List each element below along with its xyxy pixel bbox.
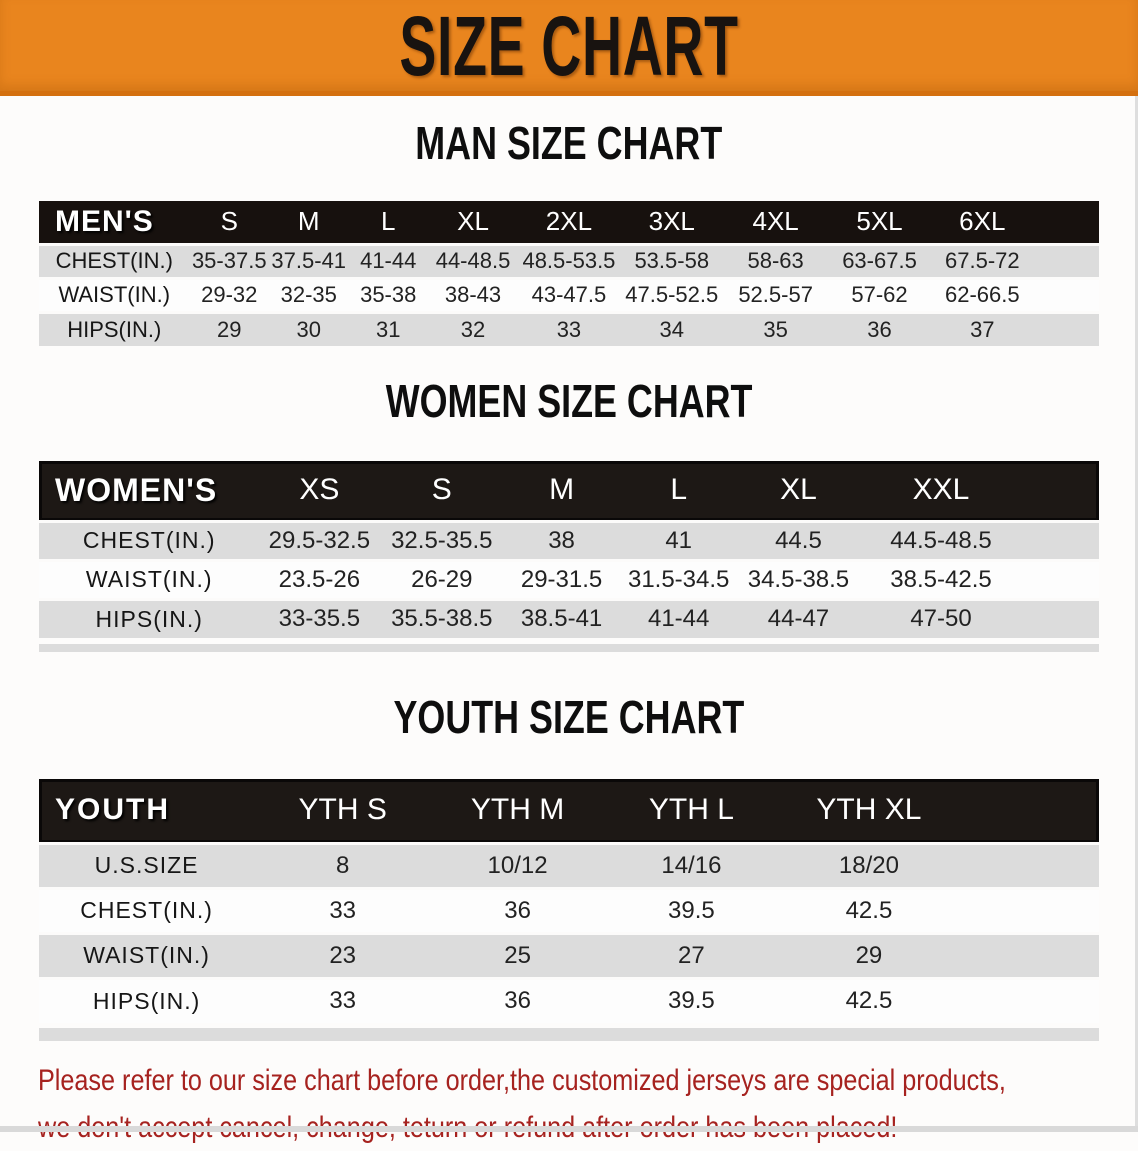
size-value: 32.5-35.5 [391, 526, 493, 554]
size-value: 35-37.5 [191, 248, 267, 273]
size-value: 31 [375, 316, 401, 342]
spacer-cell [1033, 312, 1099, 346]
size-value: 10/12 [487, 851, 548, 879]
table-row [39, 933, 1099, 978]
column-header: XL [457, 206, 489, 237]
row-label: U.S.SIZE [94, 852, 199, 878]
bottom-edge-strip [0, 1126, 1138, 1132]
size-value: 37.5-41 [271, 248, 347, 273]
table-row [39, 843, 1099, 888]
table-title: MEN'S [55, 204, 154, 238]
column-header: S [431, 473, 452, 507]
row-label: HIPS(IN.) [92, 987, 201, 1014]
size-value: 14/16 [661, 851, 722, 879]
size-value: 36 [504, 896, 531, 924]
men-heading [0, 118, 1138, 177]
spacer-cell [959, 888, 1099, 933]
size-value: 44-48.5 [435, 248, 511, 273]
youth-section [0, 692, 1138, 1041]
column-header: 6XL [959, 206, 1006, 237]
size-value: 38.5-41 [520, 605, 603, 633]
spacer-cell [959, 843, 1099, 888]
size-value: 47.5-52.5 [625, 282, 719, 307]
size-value: 42.5 [845, 896, 893, 924]
column-header: L [670, 473, 688, 507]
size-value: 29-32 [201, 282, 258, 307]
size-value: 26-29 [411, 565, 473, 593]
size-value: 62-66.5 [945, 282, 1020, 307]
size-value: 33 [329, 896, 357, 924]
size-value: 31.5-34.5 [627, 565, 730, 593]
spacer-cell [1024, 560, 1099, 599]
women-section [0, 376, 1138, 652]
column-header: XXL [912, 473, 970, 507]
size-value: 27 [678, 941, 705, 969]
column-header: XL [780, 473, 817, 507]
size-value: 36 [504, 987, 531, 1015]
size-value: 52.5-57 [738, 282, 813, 307]
size-value: 44.5 [775, 526, 822, 554]
size-value: 34.5-38.5 [747, 565, 850, 593]
women-heading-text: WOMEN SIZE CHART [385, 375, 753, 427]
table-row [39, 599, 1099, 638]
column-header: 4XL [752, 206, 799, 237]
banner-title: SIZE CHART [399, 0, 739, 93]
size-value: 36 [867, 316, 892, 342]
youth-heading-text: YOUTH SIZE CHART [393, 691, 745, 743]
column-header: L [380, 206, 396, 237]
spacer-cell [1033, 244, 1099, 278]
size-value: 29-31.5 [520, 565, 603, 593]
size-value: 33-35.5 [278, 605, 361, 633]
size-value: 38 [548, 526, 575, 554]
disclaimer [0, 1057, 1138, 1151]
size-value: 38-43 [444, 282, 502, 307]
column-header: YTH M [470, 793, 565, 827]
column-header: YTH S [298, 793, 387, 827]
table-row [39, 521, 1099, 560]
column-header: 5XL [856, 206, 903, 237]
size-value: 35.5-38.5 [391, 605, 493, 633]
row-label: HIPS(IN.) [95, 605, 203, 632]
size-value: 32 [460, 316, 486, 342]
spacer-cell [1033, 278, 1099, 312]
size-value: 23.5-26 [278, 565, 361, 593]
row-label: WAIST(IN.) [58, 282, 171, 307]
column-header: M [549, 473, 575, 507]
table-row [39, 244, 1099, 278]
spacer-cell [959, 933, 1099, 978]
table-row [39, 888, 1099, 933]
column-header: 3XL [648, 206, 695, 237]
row-label: WAIST(IN.) [85, 566, 213, 592]
table-row [39, 560, 1099, 599]
row-label: CHEST(IN.) [82, 527, 216, 553]
size-value: 39.5 [668, 987, 715, 1015]
table-header-row [39, 201, 1099, 244]
size-value: 67.5-72 [945, 248, 1020, 273]
size-value: 43-47.5 [531, 282, 607, 307]
size-value: 63-67.5 [842, 248, 917, 273]
size-value: 38.5-42.5 [890, 565, 992, 593]
size-value: 23 [329, 941, 357, 969]
spacer-cell [959, 978, 1099, 1023]
size-value: 35 [763, 316, 788, 342]
size-value: 8 [336, 851, 350, 879]
size-value: 44.5-48.5 [890, 526, 992, 554]
size-value: 57-62 [851, 282, 908, 307]
column-header: M [297, 206, 320, 237]
row-label: HIPS(IN.) [67, 316, 162, 342]
table-header-row [39, 779, 1099, 843]
column-header: XS [299, 473, 340, 507]
size-value: 53.5-58 [634, 248, 710, 273]
size-value: 37 [970, 316, 995, 342]
size-value: 41-44 [647, 605, 710, 633]
women-heading [0, 376, 1138, 435]
women-size-table [39, 461, 1099, 638]
men-heading-text: MAN SIZE CHART [415, 117, 723, 169]
row-label: CHEST(IN.) [80, 897, 213, 923]
column-header: YTH L [648, 793, 734, 827]
table-row [39, 278, 1099, 312]
column-header: 2XL [545, 206, 593, 237]
size-value: 35-38 [360, 282, 417, 307]
size-value: 34 [659, 316, 684, 342]
women-table-bottom-strip [39, 644, 1099, 652]
size-value: 18/20 [838, 851, 899, 879]
size-value: 42.5 [845, 987, 893, 1015]
size-value: 32-35 [280, 282, 337, 307]
size-value: 30 [296, 316, 321, 342]
size-value: 33 [329, 987, 357, 1015]
size-value: 41-44 [360, 248, 417, 273]
size-value: 44-47 [767, 605, 830, 633]
spacer-cell [959, 779, 1099, 843]
banner [0, 0, 1138, 96]
size-value: 41 [665, 526, 693, 554]
column-header: YTH XL [816, 793, 922, 827]
spacer-cell [1024, 599, 1099, 638]
size-value: 33 [556, 316, 582, 342]
spacer-cell [1024, 521, 1099, 560]
size-value: 29.5-32.5 [268, 526, 371, 554]
youth-table-bottom-strip [39, 1028, 1099, 1041]
size-value: 58-63 [747, 248, 804, 273]
column-header: S [220, 206, 238, 237]
table-row [39, 312, 1099, 346]
size-value: 48.5-53.5 [522, 248, 616, 273]
table-row [39, 978, 1099, 1023]
size-value: 25 [504, 941, 531, 969]
size-value: 47-50 [910, 605, 972, 633]
spacer-cell [1033, 201, 1099, 244]
row-label: WAIST(IN.) [83, 942, 210, 968]
size-value: 29 [217, 316, 242, 342]
size-value: 29 [855, 941, 883, 969]
disclaimer-line1: Please refer to our size chart before order,the customized jerseys are special products, [38, 1064, 1006, 1097]
table-header-row [39, 461, 1099, 521]
men-section [0, 118, 1138, 346]
youth-size-table [39, 779, 1099, 1023]
men-size-table [39, 201, 1099, 346]
spacer-cell [1024, 461, 1099, 521]
row-label: CHEST(IN.) [55, 248, 173, 273]
size-value: 39.5 [668, 896, 715, 924]
table-title: WOMEN'S [55, 471, 218, 508]
table-title: YOUTH [55, 793, 170, 827]
youth-heading [0, 692, 1138, 751]
